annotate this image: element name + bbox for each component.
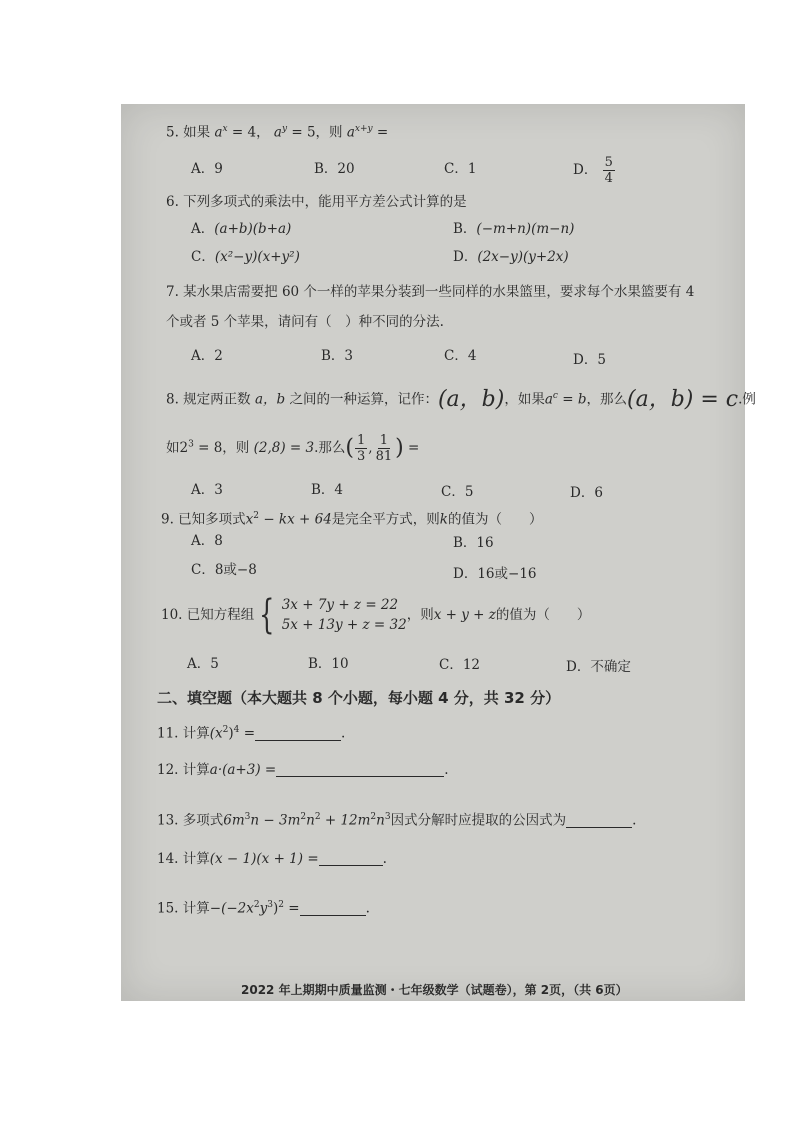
q7-option-b: B．3 [321, 348, 354, 364]
q9-option-b: B．16 [453, 535, 494, 551]
question-13: 13. 多项式$6m^3n - 3m^2n^2 + 12m^2n^3$因式分解时应提取的公因式为 . [157, 812, 637, 829]
q10-option-c: C．12 [439, 657, 481, 673]
q5-option-d: D． $\frac{5}{4}$ [573, 155, 613, 186]
q5-option-c: C．1 [444, 161, 477, 177]
answer-blank-14[interactable] [319, 851, 383, 866]
q9-option-d: D．16或−16 [453, 566, 537, 582]
question-7-line1: 7. 某水果店需要把 60 个一样的苹果分装到一些同样的水果篮里，要求每个水果篮要有 4 [166, 284, 695, 300]
exam-page [121, 104, 756, 1001]
q10-option-a: A．5 [187, 656, 219, 672]
q5-option-a: A．9 [191, 161, 223, 177]
question-12: 12. 计算a·(a+3) = . [157, 762, 449, 778]
section-2-heading: 二、填空题（本大题共 8 个小题，每小题 4 分，共 32 分） [157, 689, 561, 707]
question-15: 15. 计算$-(-2x^2y^3)^2$ = . [157, 900, 370, 917]
q7-option-c: C．4 [444, 348, 477, 364]
q8-option-d: D．6 [570, 485, 603, 501]
q9-option-c: C．8或−8 [191, 562, 257, 578]
page-footer: 2022 年上期期中质量监测・七年级数学（试题卷），第 2页，（共 6页） [241, 983, 628, 997]
q7-option-a: A．2 [191, 348, 223, 364]
question-5-stem: 5. 如果 $a^x = 4$， $a^y = 5$，则 $a^{x+y}$ = [166, 124, 389, 141]
q10-option-b: B．10 [308, 656, 349, 672]
q6-option-c: C．(x²−y)(x+y²) [191, 249, 300, 265]
question-9-stem: 9. 已知多项式$x^2$ − kx + 64是完全平方式，则k的值为（ ） [161, 511, 543, 528]
question-7-line2: 个或者 5 个苹果，请问有（ ）种不同的分法. [166, 314, 444, 330]
q7-option-d: D．5 [573, 352, 606, 368]
q5-option-b: B．20 [314, 161, 355, 177]
q9-option-a: A．8 [191, 533, 223, 549]
answer-blank-12[interactable] [276, 762, 444, 777]
q10-option-d: D．不确定 [566, 659, 631, 675]
q6-option-a: A．(a+b)(b+a) [191, 221, 292, 237]
question-8-line2: 如$2^3 = 8$，则 (2,8) = 3.那么( $\frac{1}{3}$ , $\frac{1}{81}$ ) = [166, 433, 420, 464]
answer-blank-15[interactable] [300, 901, 366, 916]
q8-option-b: B．4 [311, 482, 344, 498]
answer-blank-13[interactable] [566, 813, 632, 828]
equation-system: { 3x + 7y + z = 22 5x + 13y + z = 32 [259, 592, 407, 638]
question-6-stem: 6. 下列多项式的乘法中，能用平方差公式计算的是 [166, 194, 467, 210]
q6-option-d: D．(2x−y)(y+2x) [453, 249, 569, 265]
question-14: 14. 计算(x − 1)(x + 1) = . [157, 851, 387, 867]
q8-option-a: A．3 [191, 482, 223, 498]
question-10-stem: 10. 已知方程组 { 3x + 7y + z = 22 5x + 13y + z = 32 ，则 x + y + z 的值为（ ） [161, 592, 591, 638]
answer-blank-11[interactable] [255, 726, 341, 741]
question-11: 11. 计算$(x^2)^4$ = . [157, 725, 346, 742]
question-8-line1: 8. 规定两正数 a，b 之间的一种运算，记作：(a，b)，如果$a^c = b$，那么(a，b) = c.例 [166, 387, 756, 412]
q6-option-b: B．(−m+n)(m−n) [453, 221, 575, 237]
q8-option-c: C．5 [441, 484, 474, 500]
